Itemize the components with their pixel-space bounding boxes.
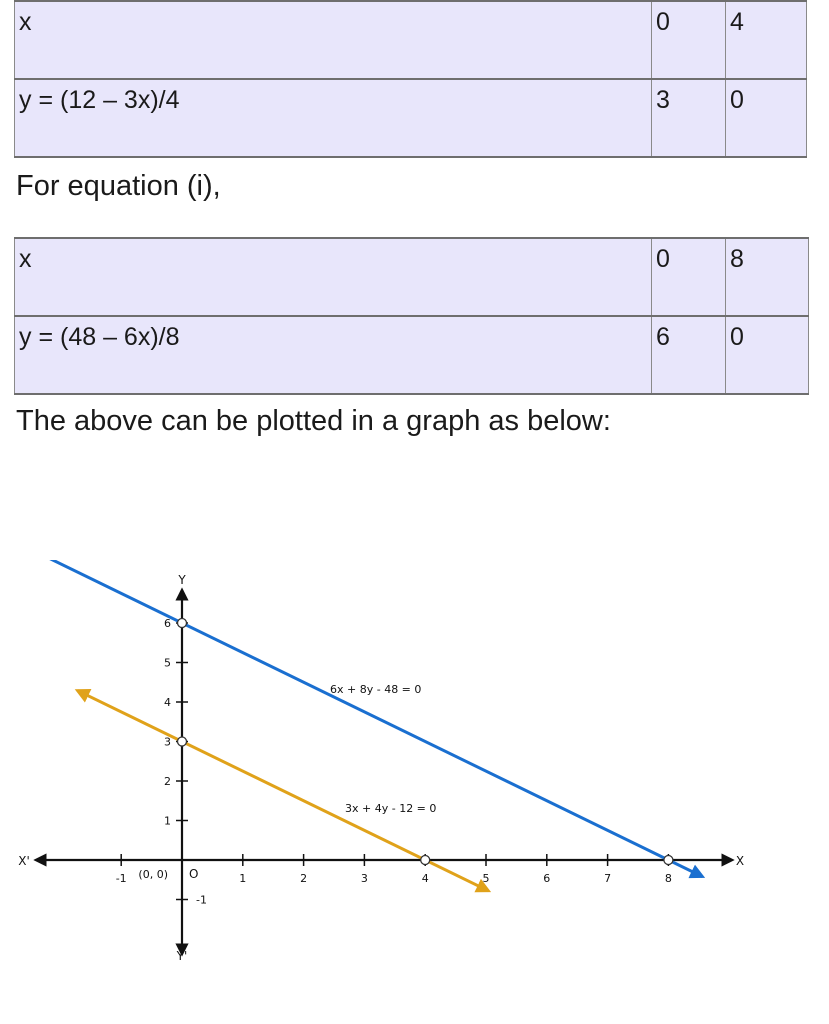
graph-intro-text: The above can be plotted in a graph as below: (16, 405, 611, 437)
intercept-point (421, 856, 430, 865)
x-tick-label: 2 (300, 872, 308, 885)
table-row (15, 238, 809, 316)
table-cell: y = (48 – 6x)/8 (15, 316, 652, 394)
table-cell: 4 (726, 1, 807, 79)
axis-labels (18, 573, 744, 963)
intercept-point (178, 737, 187, 746)
equation-intro-text: For equation (i), (16, 170, 221, 202)
y-tick-label: 3 (164, 735, 171, 749)
table-cell: 0 (726, 316, 809, 394)
x-tick-label: 4 (421, 872, 429, 885)
intercept-point (664, 856, 673, 865)
table-row (15, 316, 809, 394)
origin-coordinate-label: (0, 0) (138, 868, 168, 881)
y-tick-label: 4 (164, 696, 171, 709)
table-row (15, 79, 807, 157)
origin-letter-label: O (189, 867, 199, 881)
x-tick-label: 1 (239, 872, 247, 885)
table-cell: 8 (726, 238, 809, 316)
axis-ticks (121, 623, 668, 900)
x-axis-label: X (735, 854, 745, 868)
series-line (0, 560, 702, 877)
series-lines (0, 560, 702, 891)
axes (36, 590, 732, 954)
x-tick-label: -1 (115, 872, 127, 885)
table-cell: 0 (726, 79, 807, 157)
x-prime-axis-label: X' (18, 854, 30, 868)
table-cell: 0 (652, 238, 726, 316)
table-row (15, 1, 807, 79)
table-cell: 3 (652, 79, 726, 157)
equation-label: 3x + 4y - 12 = 0 (345, 802, 437, 815)
table-cell: 0 (652, 1, 726, 79)
table-cell: x (15, 1, 652, 79)
intercept-point (178, 619, 187, 628)
values-table-1 (14, 0, 807, 158)
equation-label: 6x + 8y - 48 = 0 (330, 683, 422, 696)
y-tick-label: -1 (196, 893, 207, 907)
y-axis-label: Y (178, 573, 186, 587)
y-tick-label: 5 (164, 656, 171, 670)
y-tick-label: 6 (164, 617, 171, 630)
y-tick-label: 2 (164, 775, 171, 788)
values-table-2 (14, 237, 809, 395)
x-tick-label: 6 (543, 872, 551, 885)
x-tick-label: 7 (604, 872, 612, 885)
y-prime-axis-label: Y' (176, 949, 188, 963)
y-tick-label: 1 (164, 814, 171, 828)
table-cell: 6 (652, 316, 726, 394)
x-tick-label: 3 (360, 872, 368, 885)
x-tick-label: 8 (664, 872, 672, 885)
table-cell: y = (12 – 3x)/4 (15, 79, 652, 157)
line-graph (0, 560, 829, 980)
table-cell: x (15, 238, 652, 316)
x-tick-label: 5 (482, 872, 490, 885)
